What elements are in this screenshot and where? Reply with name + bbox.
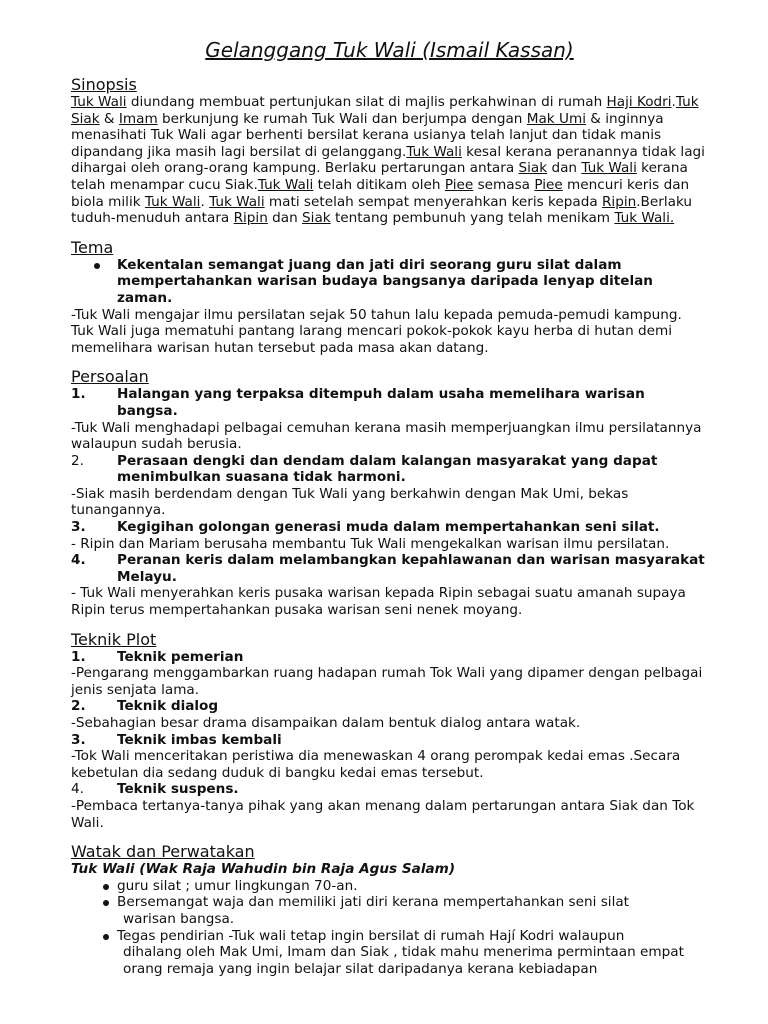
sinopsis-text: telah ditikam oleh	[313, 176, 445, 193]
teknik-item-description: -Sebahagian besar drama disampaikan dalam bentuk dialog antara watak.	[71, 715, 581, 731]
persoalan-item-text: Peranan keris dalam melambangkan kepahlawanan dan warisan masyarakat Melayu.	[117, 552, 705, 585]
sinopsis-text: .	[671, 94, 676, 110]
teknik-item-title	[71, 698, 708, 715]
sinopsis-name: Piee	[444, 176, 474, 193]
trait-line: guru silat ; umur lingkungan 70-an.	[117, 877, 358, 894]
sinopsis-text: mati setelah sempat menyerahkan keris kepada	[264, 193, 602, 210]
trait-item	[71, 894, 708, 927]
sinopsis-name: Ripin	[601, 193, 637, 210]
persoalan-item-title	[71, 552, 708, 585]
tema-heading: Tema	[71, 237, 114, 257]
sinopsis-text: tentang pembunuh yang telah menikam	[330, 210, 615, 227]
sinopsis-text: &	[99, 110, 119, 127]
character-name: Tuk Wali (Wak Raja Wahudin bin Raja Agus Salam)	[71, 861, 456, 878]
sinopsis-name: Tuk Wali	[406, 143, 462, 160]
trait-line: Tegas pendirian -Tuk wali tetap ingin bersilat di rumah Hají Kodri walaupun	[117, 927, 625, 944]
sinopsis-name: Piee	[534, 176, 563, 193]
sinopsis-text: .	[200, 193, 210, 210]
persoalan-item-number: 1.	[71, 386, 86, 403]
sinopsis-name: Tuk Wali	[71, 94, 127, 110]
sinopsis-name: Tuk Wali	[144, 193, 201, 210]
sinopsis-text: .Berlaku tuduh-menuduh antara	[71, 193, 693, 227]
persoalan-item-description: -Siak masih berdendam dengan Tuk Wali yang berkahwin dengan Mak Umi, bekas tunangannya.	[71, 485, 629, 519]
sinopsis-name: Siak	[518, 160, 548, 177]
sinopsis-text: dan	[267, 210, 303, 227]
persoalan-item-title	[71, 519, 708, 536]
teknik-item-text: Teknik imbas kembali	[117, 731, 282, 748]
sinopsis-name: Mak Umi	[526, 110, 586, 127]
teknik-item-title	[71, 649, 708, 666]
trait-continuation: warisan bangsa.	[123, 910, 235, 927]
teknik-item-text: Teknik suspens.	[117, 781, 239, 798]
teknik-item-number: 4.	[71, 781, 84, 798]
persoalan-item-title	[71, 453, 708, 486]
watak-heading: Watak dan Perwatakan	[71, 842, 255, 862]
teknik-item-title	[71, 732, 708, 749]
sinopsis-name: Tuk Wali	[257, 176, 314, 193]
tema-bullet: Kekentalan semangat juang dan jati diri seorang guru silat dalam mempertahankan warisan budaya bangsanya daripada lenyap ditelan zaman.	[71, 257, 708, 307]
teknik-plot-list	[71, 649, 708, 832]
sinopsis-name: Haji Kodri	[606, 94, 672, 110]
sinopsis-name: Siak	[302, 210, 331, 227]
persoalan-item-text: Halangan yang terpaksa ditempuh dalam usaha memelihara warisan bangsa.	[117, 386, 645, 419]
tema-description: -Tuk Wali mengajar ilmu persilatan sejak 50 tahun lalu kepada pemuda-pemudi kampung. Tuk Wali juga mematuhi pantang larang mencari pokok-pokok kayu herba di hutan demi memelihara warisan hutan tersebut pada masa akan datang.	[71, 306, 682, 356]
document-title: Gelanggang Tuk Wali (Ismail Kassan)	[205, 38, 574, 62]
trait-continuation: dihalang oleh Mak Umi, Imam dan Siak , tidak mahu menerima permintaan empat orang remaja yang ingin belajar silat daripadanya kerana kebiadapan	[123, 944, 684, 977]
tema-bullets	[71, 257, 708, 307]
teknik-item-description: -Pengarang menggambarkan ruang hadapan rumah Tok Wali yang dipamer dengan pelbagai jenis senjata lama.	[71, 665, 703, 698]
sinopsis-text: semasa	[473, 176, 535, 193]
sinopsis-name: Tuk Wali.	[614, 210, 675, 227]
teknik-item-number: 3.	[71, 731, 86, 748]
persoalan-item-description: - Tuk Wali menyerahkan keris pusaka warisan kepada Ripin sebagai suatu amanah supaya Ripin terus mempertahankan pusaka warisan seni nenek moyang.	[71, 585, 686, 619]
sinopsis-text: mencuri keris dan biola milik	[71, 176, 690, 210]
sinopsis-name: Tuk Wali	[209, 193, 265, 210]
trait-line: Bersemangat waja dan memiliki jati diri kerana mempertahankan seni silat	[117, 894, 630, 911]
teknik-item-text: Teknik dialog	[117, 698, 219, 715]
teknik-item-description: -Tok Wali menceritakan peristiwa dia menewaskan 4 orang perompak kedai emas .Secara kebetulan dia sedang duduk di bangku kedai emas tersebut.	[71, 748, 681, 781]
teknik-item-text: Teknik pemerian	[117, 648, 244, 665]
persoalan-item-description: - Ripin dan Mariam berusaha membantu Tuk Wali mengekalkan warisan ilmu persilatan.	[71, 535, 670, 552]
teknik-item-number: 1.	[71, 648, 86, 665]
persoalan-item-number: 4.	[71, 552, 86, 569]
sinopsis-text: & inginnya menasihati Tuk Wali agar berhenti bersilat kerana usianya telah lanjut dan tidak manis dipandang jika masih lagi bersilat di gelanggang.	[71, 110, 664, 160]
persoalan-list	[71, 386, 708, 618]
sinopsis-heading: Sinopsis	[71, 75, 137, 94]
persoalan-item-text: Perasaan dengki dan dendam dalam kalangan masyarakat yang dapat menimbulkan suasana tidak harmoni.	[117, 452, 658, 486]
persoalan-item-title	[71, 386, 708, 419]
persoalan-item-number: 3.	[71, 519, 86, 536]
sinopsis-text: berkunjung ke rumah Tuk Wali dan berjumpa dengan	[157, 110, 527, 127]
sinopsis-text: kerana telah menampar cucu Siak.	[71, 160, 688, 193]
sinopsis-name: Imam	[118, 110, 158, 127]
character-traits	[71, 878, 708, 978]
teknik-item-description: -Pembaca tertanya-tanya pihak yang akan menang dalam pertarungan antara Siak dan Tok Wali.	[71, 797, 695, 831]
sinopsis-name: Tuk Wali	[581, 160, 637, 177]
sinopsis-text: kesal kerana peranannya tidak lagi dihargai oleh orang-orang kampung. Berlaku pertarungan antara	[71, 143, 705, 177]
sinopsis-paragraph	[71, 94, 708, 227]
persoalan-item-text: Kegigihan golongan generasi muda dalam mempertahankan seni silat.	[117, 519, 660, 536]
sinopsis-text: dan	[547, 160, 582, 177]
teknik-item-number: 2.	[71, 698, 86, 715]
sinopsis-text: diundang membuat pertunjukan silat di majlis perkahwinan di rumah	[126, 94, 607, 110]
persoalan-item-number: 2.	[71, 452, 84, 469]
trait-item	[71, 928, 708, 978]
sinopsis-name: Ripin	[233, 210, 268, 227]
persoalan-item-description: -Tuk Wali menghadapi pelbagai cemuhan kerana masih memperjuangkan ilmu persilatannya walaupun sudah berusia.	[71, 419, 702, 453]
teknik-plot-heading: Teknik Plot	[71, 629, 157, 649]
sinopsis-name: Tuk Siak	[71, 94, 699, 127]
persoalan-heading: Persoalan	[71, 367, 149, 387]
trait-item	[71, 878, 708, 895]
teknik-item-title	[71, 781, 708, 798]
